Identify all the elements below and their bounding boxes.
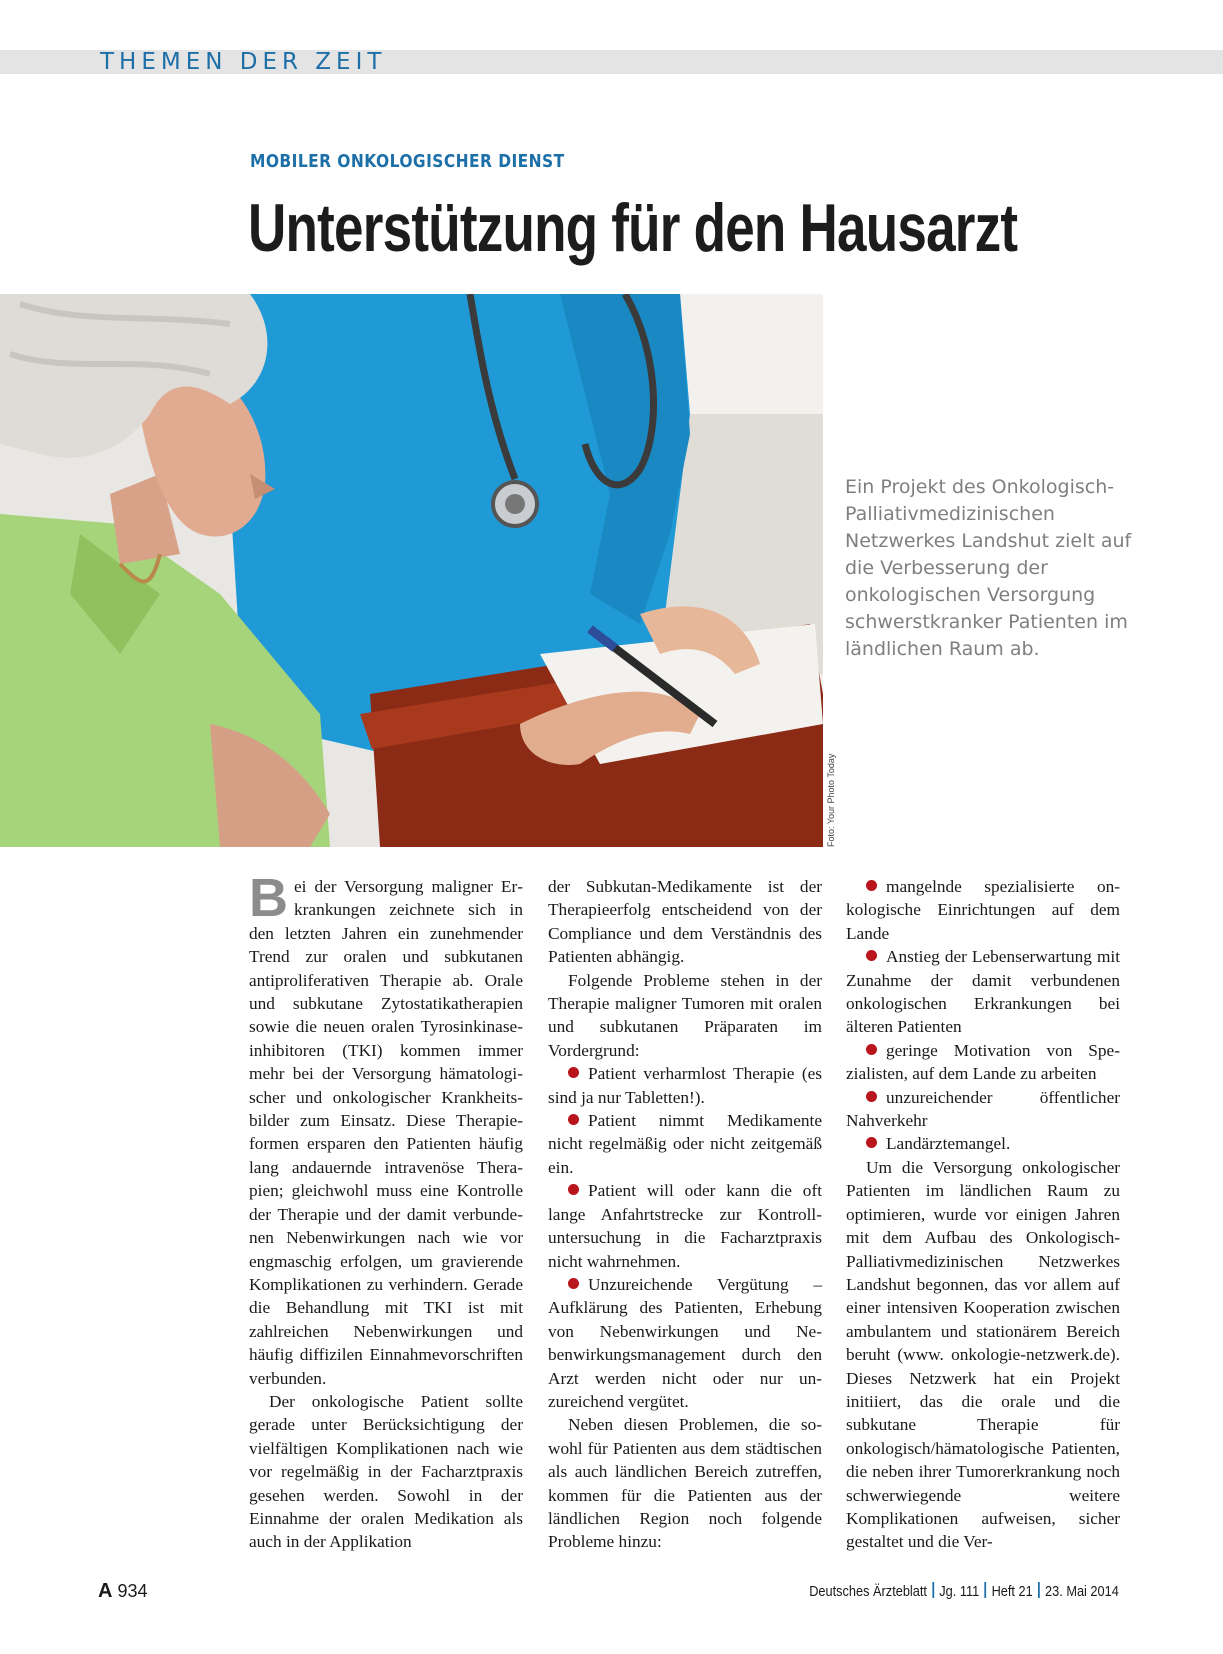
bullet-icon — [568, 1067, 579, 1078]
list-item: Patient verharmlost Therapie (es sind ja nur Tabletten!). — [548, 1064, 822, 1107]
list-item: Patient nimmt Medikamente nicht regelmäßig oder nicht zeitgemäß ein. — [548, 1111, 822, 1177]
article-photo — [0, 294, 823, 847]
paragraph-3: der Subkutan-Medikamente ist der Therapieerfolg entscheidend von der Compliance und dem Verständnis des Patienten abhängig. — [548, 877, 822, 967]
bullet-icon — [866, 1137, 877, 1148]
bullet-icon — [568, 1278, 579, 1289]
paragraph-6: Um die Versorgung onkologischer Patienten im ländlichen Raum zu optimieren, wurde vor einigen Jahren mit dem Aufbau des Onkologisch-Palliativmedizinischen Netzwerkes Landshut begonnen, das vor allem auf einer intensiven Kooperation zwischen ambulantem und stationärem Bereich beruht (www. onkologie-netzwerk.de). Dieses Netzwerk hat ein Projekt initiiert, das die orale und die subkutane Therapie für onkologisch/hämatologische Patienten, die neben ihrer Tumorerkrankung noch schwerwiegende weitere Komplikationen aufweisen, sicher gestaltet und die Ver- — [846, 1157, 1120, 1552]
list-item: Landärztemangel. — [846, 1132, 1120, 1155]
bullet-icon — [866, 1091, 877, 1102]
list-item: unzureichender öffentlicher Nahverkehr — [846, 1087, 1120, 1131]
paragraph-4: Folgende Probleme stehen in der Therapie maligner Tumoren mit oralen und subkutanen Präparaten im Vordergrund: — [548, 970, 822, 1060]
list-item: Anstieg der Lebenserwartung mit Zunahme der damit verbundenen onkologischen Erkrankungen bei älteren Patienten — [846, 947, 1120, 1037]
list-item: Patient will oder kann die oft lange Anfahrtstrecke zur Kontrolluntersuchung in die Facharztpraxis nicht wahrnehmen. — [548, 1181, 822, 1271]
bullet-icon — [866, 1044, 877, 1055]
article-kicker: MOBILER ONKOLOGISCHER DIENST — [250, 151, 565, 172]
issue-date: 23. Mai 2014 — [1045, 1584, 1119, 1600]
text-column-3 — [846, 875, 1120, 1554]
divider — [985, 1582, 987, 1598]
article-headline: Unterstützung für den Hausarzt — [248, 190, 1018, 266]
text-column-2 — [548, 875, 822, 1554]
photo-doctor-with-patient — [0, 294, 823, 847]
page-number: A 934 — [98, 1580, 148, 1602]
list-item: geringe Motivation von Spezialisten, auf dem Lande zu arbeiten — [846, 1040, 1120, 1084]
journal-name: Deutsches Ärzteblatt — [809, 1584, 928, 1600]
paragraph-intro — [249, 868, 523, 1390]
text-column-1 — [249, 868, 523, 1554]
divider — [932, 1582, 934, 1598]
issue: Heft 21 — [991, 1584, 1033, 1600]
paragraph-5: Neben diesen Problemen, die sowohl für Patienten aus dem städtischen als auch ländlichen Bereich zutreffen, kommen für die Patienten aus der ländlichen Region noch folgende Probleme hinzu: — [548, 1415, 822, 1552]
bullet-icon — [866, 880, 877, 891]
drop-cap: B — [249, 868, 288, 928]
volume: Jg. 111 — [939, 1584, 980, 1600]
article-lead: Ein Projekt des Onkologisch-Palliativmedizinischen Netzwerkes Landshut zielt auf die Verbesserung der onkologischen Versorgung schwerstkranker Patienten im ländlichen Raum ab. — [845, 476, 1132, 660]
bullet-icon — [866, 950, 877, 961]
list-item: mangelnde spezialisierte onkologische Einrichtungen auf dem Lande — [846, 877, 1120, 943]
journal-footer — [809, 1582, 1119, 1600]
divider — [1038, 1582, 1040, 1598]
list-item: Unzureichende Vergütung – Aufklärung des Patienten, Erhebung von Nebenwirkungen und Nebenwirkungsmanagement durch den Arzt werden nicht oder nur unzureichend vergütet. — [548, 1274, 822, 1411]
bullet-icon — [568, 1114, 579, 1125]
paragraph-2: Der onkologische Patient sollte gerade unter Berücksichtigung der vielfältigen Komplikationen nach wie vor regelmäßig in der Facharztpraxis gesehen werden. Sowohl in der Einnahme der oralen Medikation als auch in der Applikation — [249, 1391, 523, 1552]
bullet-icon — [568, 1184, 579, 1195]
section-label: THEMEN DER ZEIT — [100, 49, 387, 75]
photo-credit: Foto: Your Photo Today — [826, 753, 836, 847]
paragraph-intro-text: ei der Versorgung maligner Erkrankungen zeichnete sich in den letzten Jahren ein zunehmender Trend zur oralen und subkutanen antiproliferativen Therapie ab. Orale und subkutane Zytostatikatherapien sowie die neuen oralen Tyrosinkinaseinhibitoren (TKI) kommen immer mehr bei der Versorgung hämatologischer und onkologischer Krankheitsbilder zum Einsatz. Diese Therapieformen ersparen den Patienten häufig lang andauernde intravenöse Therapien; gleichwohl muss eine Kontrolle der Therapie und der damit verbundenen Nebenwirkungen nach wie vor engmaschig erfolgen, um gravierende Komplikationen zu verhindern. Gerade die Behandlung mit TKI ist mit zahlreichen Nebenwirkungen und häufig diffizilen Einnahmevorschriften verbunden. — [249, 877, 523, 1388]
